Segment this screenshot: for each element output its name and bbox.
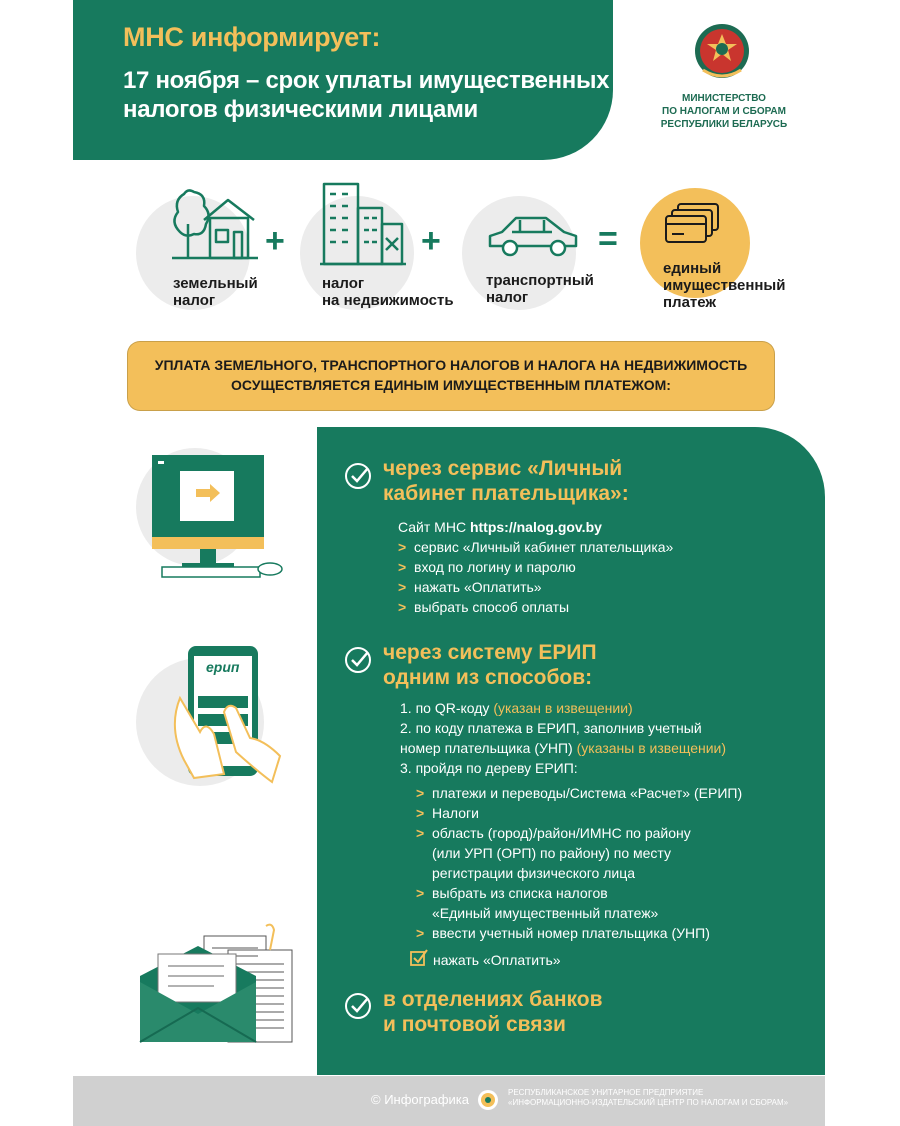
method-bank-heading-line-2: и почтовой связи — [383, 1013, 566, 1036]
method-bank-heading-line-1: в отделениях банков — [383, 988, 603, 1011]
site-line — [398, 517, 602, 537]
page-title: МНС информирует: — [123, 22, 381, 52]
site-label: Сайт МНС — [398, 519, 470, 535]
plus-sign-1: + — [265, 222, 285, 260]
house-tree-icon — [166, 174, 262, 260]
erip-logo: ерип — [206, 659, 240, 675]
erip-item-3: 3. пройдя по дереву ЕРИП: — [400, 760, 578, 776]
property-tax-line-2: на недвижимость — [322, 292, 454, 309]
transport-tax-label — [486, 272, 594, 306]
chevron-right-icon: > — [416, 885, 425, 901]
equals-sign: = — [598, 220, 618, 258]
transport-tax-line-1: транспортный — [486, 272, 594, 289]
single-payment-label — [663, 260, 785, 311]
cards-icon — [664, 200, 722, 250]
online-step-2: > вход по логину и паролю — [398, 559, 576, 575]
land-tax-label — [173, 275, 258, 309]
method-online-heading-line-2: кабинет плательщика»: — [383, 482, 629, 505]
erip-tree-step-cont: «Единый имущественный платеж» — [432, 905, 659, 921]
method-bank-heading — [383, 987, 602, 1037]
erip-tree-step: > выбрать из списка налогов — [416, 885, 608, 901]
site-url-link[interactable]: https://nalog.gov.by — [469, 519, 602, 535]
car-icon — [486, 212, 582, 262]
checkbox-checked-icon — [409, 948, 429, 968]
footer-organization — [508, 1088, 788, 1108]
envelope-documents-icon — [138, 922, 298, 1050]
single-payment-line-2: имущественный — [663, 277, 786, 294]
erip-tree-step: > ввести учетный номер плательщика (УНП) — [416, 925, 710, 941]
checkmark-circle-icon — [343, 991, 373, 1021]
chevron-right-icon: > — [416, 805, 425, 821]
chevron-right-icon: > — [398, 559, 407, 575]
header-panel — [73, 0, 613, 160]
erip-item-2-line-2: номер плательщика (УНП) (указаны в извещении) — [400, 740, 727, 756]
buildings-icon — [318, 178, 408, 270]
property-tax-line-1: налог — [322, 275, 365, 292]
land-tax-line-1: земельный — [173, 275, 258, 292]
ministry-line-3: РЕСПУБЛИКИ БЕЛАРУСЬ — [660, 119, 788, 130]
erip-tree-step: > область (город)/район/ИМНС по району — [416, 825, 691, 841]
method-online-heading — [383, 456, 629, 506]
chevron-right-icon: > — [416, 925, 425, 941]
land-tax-line-2: налог — [173, 292, 216, 309]
ministry-emblem-icon — [693, 20, 751, 82]
ministry-name — [644, 92, 804, 131]
property-tax-label — [322, 275, 454, 309]
method-erip-heading — [383, 640, 597, 690]
plus-sign-2: + — [421, 222, 441, 260]
footer-org-line-1: РЕСПУБЛИКАНСКОЕ УНИТАРНОЕ ПРЕДПРИЯТИЕ — [508, 1088, 704, 1097]
single-payment-line-3: платеж — [663, 294, 717, 311]
chevron-right-icon: > — [416, 825, 425, 841]
publisher-emblem-icon — [477, 1087, 499, 1113]
transport-tax-line-2: налог — [486, 289, 529, 306]
chevron-right-icon: > — [398, 599, 407, 615]
single-payment-line-1: единый — [663, 260, 722, 277]
ministry-line-1: МИНИСТЕРСТВО — [682, 93, 766, 104]
erip-tree-step: > Налоги — [416, 805, 479, 821]
chevron-right-icon: > — [416, 785, 425, 801]
computer-monitor-icon — [152, 455, 287, 580]
method-erip-heading-line-2: одним из способов: — [383, 666, 593, 689]
erip-item-1: 1. по QR-коду (указан в извещении) — [400, 700, 633, 716]
ministry-line-2: ПО НАЛОГАМ И СБОРАМ — [662, 106, 786, 117]
checkmark-circle-icon — [343, 461, 373, 491]
online-step-4: > выбрать способ оплаты — [398, 599, 570, 615]
footer-credit: © Инфографика — [371, 1092, 470, 1107]
erip-tree-step-cont: регистрации физического лица — [432, 865, 636, 881]
banner-line-1: УПЛАТА ЗЕМЕЛЬНОГО, ТРАНСПОРТНОГО НАЛОГОВ И НАЛОГА НА НЕДВИЖИМОСТЬ — [154, 357, 748, 373]
footer-org-line-2: «ИНФОРМАЦИОННО-ИЗДАТЕЛЬСКИЙ ЦЕНТР ПО НАЛОГАМ И СБОРАМ» — [508, 1098, 789, 1107]
method-erip-heading-line-1: через систему ЕРИП — [383, 641, 597, 664]
checkmark-circle-icon — [343, 645, 373, 675]
banner-line-2: ОСУЩЕСТВЛЯЕТСЯ ЕДИНЫМ ИМУЩЕСТВЕННЫМ ПЛАТЕЖОМ: — [231, 377, 671, 393]
online-step-3: > нажать «Оплатить» — [398, 579, 542, 595]
method-online-heading-line-1: через сервис «Личный — [383, 457, 623, 480]
chevron-right-icon: > — [398, 539, 407, 555]
online-step-1: > сервис «Личный кабинет плательщика» — [398, 539, 674, 555]
erip-final-step: нажать «Оплатить» — [433, 952, 561, 968]
page-subtitle: 17 ноября – срок уплаты имущественных налогов физическими лицами — [123, 67, 610, 123]
erip-item-2-line-1: 2. по коду платежа в ЕРИП, заполнив учетный — [400, 720, 702, 736]
erip-tree-step: > платежи и переводы/Система «Расчет» (ЕРИП) — [416, 785, 743, 801]
footer-bar — [73, 1076, 825, 1126]
info-banner — [128, 342, 774, 410]
chevron-right-icon: > — [398, 579, 407, 595]
erip-tree-step-cont: (или УРП (ОРП) по району) по месту — [432, 845, 672, 861]
